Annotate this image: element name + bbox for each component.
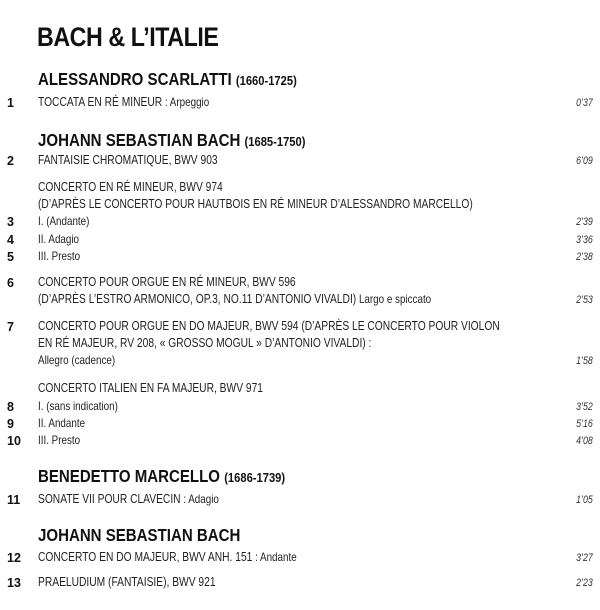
track-number: 13 xyxy=(7,576,21,590)
track-duration: 2’38 xyxy=(576,251,593,263)
track-number: 7 xyxy=(7,320,14,334)
track-number: 12 xyxy=(7,551,21,565)
composer-dates: (1685-1750) xyxy=(244,134,306,149)
track-title: I. (Andante) xyxy=(38,214,90,228)
composer-name: ALESSANDRO SCARLATTI xyxy=(38,69,232,89)
composer-name: JOHANN SEBASTIAN BACH xyxy=(38,130,241,150)
track-duration: 2’53 xyxy=(576,294,593,306)
track-duration: 4’08 xyxy=(576,435,593,447)
track-title: III. Presto xyxy=(38,249,81,263)
composer-dates: (1686-1739) xyxy=(224,470,286,485)
track-title-cont: (D’APRÈS L’ESTRO ARMONICO, OP.3, NO.11 D’ANTONIO VIVALDI) Largo e spiccato xyxy=(38,292,432,306)
track-duration: 3’52 xyxy=(576,401,593,413)
track-duration: 3’36 xyxy=(576,234,593,246)
track-title: PRAELUDIUM (FANTAISIE), BWV 921 xyxy=(38,575,216,589)
track-duration: 1’05 xyxy=(576,494,593,506)
track-title: CONCERTO POUR ORGUE EN RÉ MINEUR, BWV 596 xyxy=(38,275,296,289)
track-duration: 2’23 xyxy=(576,577,593,589)
track-number: 9 xyxy=(7,417,14,431)
track-title: CONCERTO EN DO MAJEUR, BWV ANH. 151 : Andante xyxy=(38,550,297,564)
track-number: 10 xyxy=(7,434,21,448)
composer-name: BENEDETTO MARCELLO xyxy=(38,466,220,486)
track-duration: 3’27 xyxy=(576,552,593,564)
track-duration: 0’37 xyxy=(576,97,593,109)
page-title: BACH & L’ITALIE xyxy=(37,22,219,52)
track-title: CONCERTO POUR ORGUE EN DO MAJEUR, BWV 594 (D’APRÈS LE CONCERTO POUR VIOLON xyxy=(38,319,500,333)
composer-dates: (1660-1725) xyxy=(235,73,297,88)
track-duration: 6’09 xyxy=(576,155,593,167)
track-duration: 5’16 xyxy=(576,418,593,430)
composer-name: JOHANN SEBASTIAN BACH xyxy=(38,525,241,545)
track-title: TOCCATA EN RÉ MINEUR : Arpeggio xyxy=(38,95,210,109)
track-duration: 1’58 xyxy=(576,355,593,367)
work-heading: (D’APRÈS LE CONCERTO POUR HAUTBOIS EN RÉ MINEUR D’ALESSANDRO MARCELLO) xyxy=(38,197,473,211)
track-title-cont: EN RÉ MAJEUR, RV 208, « GROSSO MOGUL » D’ANTONIO VIVALDI) : xyxy=(38,336,372,350)
composer-heading xyxy=(38,525,240,546)
composer-heading xyxy=(38,130,305,151)
composer-heading xyxy=(38,466,285,487)
composer-heading xyxy=(38,69,297,90)
track-title: I. (sans indication) xyxy=(38,399,118,413)
track-number: 3 xyxy=(7,215,14,229)
work-heading: CONCERTO ITALIEN EN FA MAJEUR, BWV 971 xyxy=(38,381,263,395)
track-duration: 2’39 xyxy=(576,216,593,228)
track-number: 2 xyxy=(7,154,14,168)
track-title: SONATE VII POUR CLAVECIN : Adagio xyxy=(38,492,219,506)
track-title: FANTAISIE CHROMATIQUE, BWV 903 xyxy=(38,153,218,167)
track-number: 4 xyxy=(7,233,14,247)
track-title: II. Andante xyxy=(38,416,86,430)
track-title: III. Presto xyxy=(38,433,81,447)
track-number: 8 xyxy=(7,400,14,414)
work-heading: CONCERTO EN RÉ MINEUR, BWV 974 xyxy=(38,180,223,194)
track-title-cont: Allegro (cadence) xyxy=(38,353,116,367)
track-number: 11 xyxy=(7,493,21,507)
track-title: II. Adagio xyxy=(38,232,80,246)
track-number: 5 xyxy=(7,250,14,264)
track-number: 1 xyxy=(7,96,14,110)
track-number: 6 xyxy=(7,276,14,290)
